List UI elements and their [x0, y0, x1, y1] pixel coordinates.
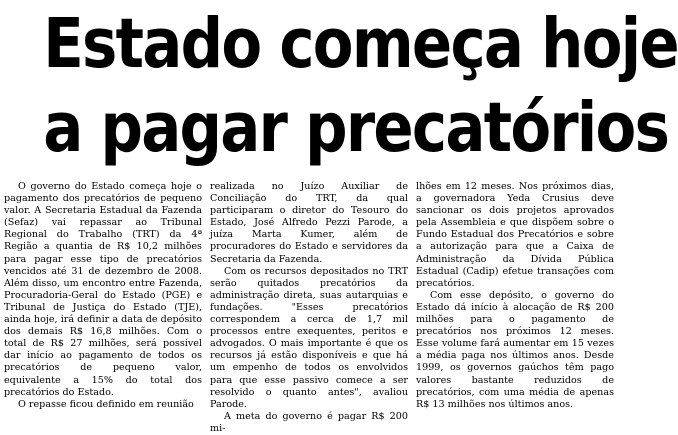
- paragraph: O governo do Estado começa hoje o pagamento dos precatórios de pequeno valor. A Secretaria Estadual da Fazenda (Sefaz) vai repassar ao Tribunal Regional do Trabalho (TRT) da 4ª Região a quantia de R$ 10,2 milhões para pagar esse tipo de precatórios vencidos até 31 de dezembro de 2008. Além disso, um encontro entre Fazenda, Procuradoria-Geral do Estado (PGE) e Tribunal de Justiça do Estado (TJE), ainda hoje, irá definir a data de depósito dos demais R$ 16,8 milhões. Com o total de R$ 27 milhões, será possível dar início ao pagamento de todos os precatórios de pequeno valor, equivalente a 15% do total dos precatórios do Estado.: [4, 181, 202, 398]
- paragraph: A meta do governo é pagar R$ 200 mi-: [210, 410, 408, 434]
- article-body: [4, 181, 615, 434]
- headline-line-1: Estado começa hoje: [43, 4, 678, 84]
- article-column-2: [210, 181, 408, 434]
- paragraph: Com os recursos depositados no TRT serão quitados precatórios da administração direta, suas autarquias e fundações. "Esses precatórios correspondem a cerca de 1,7 mil processos entre exequentes, peritos e advogados. O mais importante é que os recursos já estão disponíveis e que há um empenho de todos os envolvidos para que esse passivo comece a ser resolvido o quanto antes", avaliou Parode.: [210, 265, 408, 410]
- article-column-1: [4, 181, 202, 410]
- paragraph: lhões em 12 meses. Nos próximos dias, a governadora Yeda Crusius deve sancionar os dois projetos aprovados pela Assembleia e que dispõem sobre o Fundo Estadual dos Precatórios e sobre a autorização para que a Caixa de Administração da Dívida Pública Estadual (Cadip) efetue transações com precatórios.: [416, 181, 614, 289]
- paragraph: O repasse ficou definido em reunião: [18, 398, 194, 410]
- headline-line-2: a pagar precatórios: [43, 88, 669, 168]
- headline: [0, 0, 678, 178]
- paragraph: Com esse depósito, o governo do Estado dá início à alocação de R$ 200 milhões para o pagamento de precatórios nos próximos 12 meses. Esse volume fará aumentar em 15 vezes a média paga nos últimos anos. Desde 1999, os governos gaúchos têm pago valores bastante reduzidos de precatórios, com uma média de apenas R$ 13 milhões nos últimos anos.: [416, 289, 614, 410]
- paragraph: realizada no Juízo Auxiliar de Conciliação do TRT, da qual participaram o diretor do Tesouro do Estado, José Alfredo Pezzi Parode, a juíza Marta Kumer, além de procuradores do Estado e servidores da Secretaria da Fazenda.: [210, 181, 408, 265]
- article-column-3: [416, 181, 614, 410]
